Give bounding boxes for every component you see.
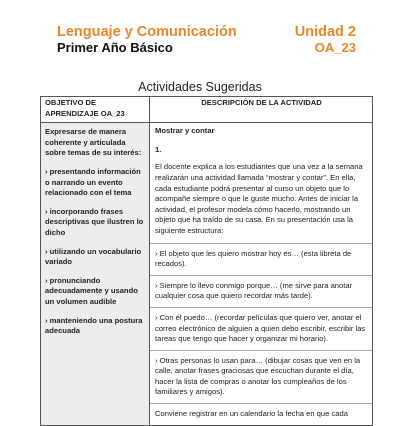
grade-title: Primer Año Básico xyxy=(57,40,173,55)
objective-bullet: › manteniendo una postura adecuada xyxy=(45,315,143,336)
activities-table xyxy=(40,96,373,426)
structure-item: › El objeto que les quiero mostrar hoy es… (esta libreta de recados). xyxy=(150,243,372,270)
header-left xyxy=(57,24,237,56)
objective-bullet: › utilizando un vocabulario variado xyxy=(45,246,142,267)
header-right xyxy=(295,24,356,56)
objective-bullet: › incorporando frases descriptivas que ilustren lo dicho xyxy=(45,206,144,237)
unit-label: Unidad 2 xyxy=(294,24,356,40)
objective-bullet: › presentando información o narrando un evento relacionado con el tema xyxy=(45,166,141,198)
objective-bullet: › pronunciando adecuadamente y usando un volumen audible xyxy=(45,275,138,306)
objective-cell xyxy=(41,123,150,425)
table-header-row xyxy=(41,97,373,123)
description-cell xyxy=(150,123,373,425)
objective-code: OA_23 xyxy=(314,40,356,55)
section-title: Actividades Sugeridas xyxy=(138,80,262,94)
col-objective-header: OBJETIVO DE APRENDIZAJE OA_23 xyxy=(41,97,150,123)
activity-title: Mostrar y contar xyxy=(155,126,215,136)
objective-intro: Expresarse de manera coherente y articulada sobre temas de su interés: xyxy=(45,127,142,158)
activity-number: 1. xyxy=(155,144,162,154)
subject-title: Lenguaje y Comunicación xyxy=(57,24,237,40)
structure-item: › Siempre lo llevo conmigo porque… (me sirve para anotar cualquier cosa que quiero recordar más tarde). xyxy=(150,275,372,302)
activity-description: El docente explica a los estudiantes que una vez a la semana realizarán una actividad llamada “mostrar y contar”. En ella, cada estudiante podrá presentar al curso un objeto que lo acompañe siempre o que le guste mucho. Antes de iniciar la actividad, el profesor modela cómo hacerlo, mostrando un objeto que ha traído de su casa. En su presentación usa la siguiente estructura: xyxy=(155,162,363,235)
structure-item: › Otras personas lo usan para… (dibujar cosas que ven en la calle, anotar frases graciosas que escuchan durante el día, hacer la lista de compras o anotar los cumpleaños de los familiares y amigos). xyxy=(150,350,372,398)
table-row xyxy=(41,123,373,425)
structure-item: › Con él puedo… (recordar películas que quiero ver, anotar el correo electrónico de alguien a quien debo escribir, escribir las tareas que tengo que hacer y organizar mi horario). xyxy=(150,307,372,345)
activity-closing: Conviene registrar en un calendario la fecha en que cada xyxy=(150,403,372,420)
col-description-header: DESCRIPCIÓN DE LA ACTIVIDAD xyxy=(150,97,373,123)
